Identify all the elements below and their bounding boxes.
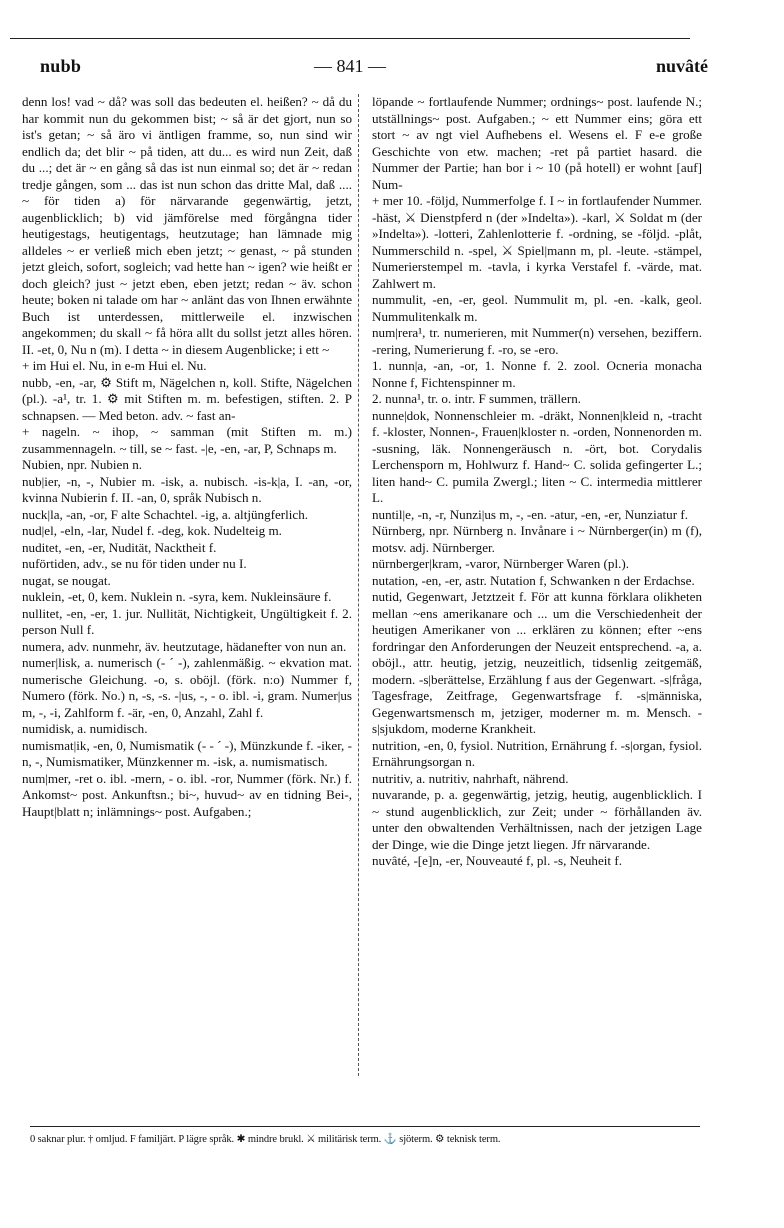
entry: nuntil|e, -n, -r, Nunzi|us m, -, -en. -atur, -en, -er, Nunziatur f. [372,506,688,522]
entry: nullitet, -en, -er, 1. jur. Nullität, Nichtigkeit, Ungültigkeit f. 2. person Null f. [22,605,352,637]
entry: num|rera¹, tr. numerieren, mit Nummer(n) versehen, beziffern. -rering, Numerierung f. -ro, se -ero. [372,325,702,357]
left-column [22,94,352,1094]
entry: nürnberger|kram, -varor, Nürnberger Waren (pl.). [372,556,629,571]
entry: nunne|dok, Nonnenschleier m. -dräkt, Nonnen|kleid n, -tracht f. -kloster, Nonnen-, Frauen|kloster n. -orden, Nonnenorden m. -susning, läk. Nonnengeräusch n. -ört, bot. Corydalis Lerchensporn m, Hohlwurz f. Hand~ C. solida gefingerter L.; liten hand~ C. pumila Zwergl.; liten ~ C. intermedia mittlerer L. [372,407,702,505]
right-column [372,94,702,1094]
entry: nutritiv, a. nutritiv, nahrhaft, nährend. [372,770,569,786]
entry: 2. nunna¹, tr. o. intr. F summen, trällern. [372,391,582,406]
entry: nutid, Gegenwart, Jetztzeit f. För att kunna förklara olikheten mellan ~ens amerikanare och ... um die Verschiedenheit der heutigen Amerikaner von ... erklären zu können; efter ~ens fordringar den Anforderungen der Neuzeit entsprechend. -a, a. oböjl., attr. heutig, jetzig, neuzeitlich, tidsenlig zeitgemäß, modern. -s|berättelse, Erzählung f aus der Gegenwart. -s|fråga, Tagesfrage, Zeitfrage, Gegenwartsfrage f. -s|människa, Gegenwartsmensch m, jetziger, moderner m. m. Mensch. -s|sjukdom, moderne Krankheit. [372,589,702,736]
entry: num|mer, -ret o. ibl. -mern, - o. ibl. -ror, Nummer (förk. Nr.) f. Ankomst~ post. Ankunftsn.; bi~, huvud~ av en tidning Bei-, Haupt|blatt n; inlämnings~ post. Aufgaben.; [22,770,352,819]
entry: denn los! vad ~ då? was soll das bedeuten el. heißen? ~ då du har kommit nun du gekommen bist; ~ så är det gjort, nun so ist's getan; ~ så äro vi äntligen framme, so, nun sind wir endlich da; det blir ~ på tiden, att du... es wird nun Zeit, daß du ...; det är ~ en gång så das ist nun einmal so; det är ~ redan tredje gången, som ... das ist nun schon das dritte Mal, daß .... ~ för tiden a) för närvarande gegenwärtig, jetzt, augenblicklich; b) vid jämförelse med förgångna tider heutigestags, heutigentags, heutzutage; han lämnade mig alldeles ~ er verließ mich eben jetzt; ~ genast, ~ på stunden jetzt gleich, sofort, sogleich; vad hette han ~ igen? wie heißt er doch gleich? just ~ jetzt eben, eben jetzt; redan ~ äv. schon heute; boken ni talade om har ~ anlänt das von Ihnen erwähnte Buch ist unterdessen, mittlerweile el. inzwischen angekommen; du skall ~ få höra allt du sollst jetzt alles hören. II. -et, 0, Nu n (m). I detta ~ in diesem Augenblicke; i ett ~ [22,94,352,357]
entry: nuklein, -et, 0, kem. Nuklein n. -syra, kem. Nukleinsäure f. [22,589,332,604]
header-rule [10,38,690,39]
entry: numidisk, a. numidisch. [22,721,148,736]
entry: + mer 10. -följd, Nummerfolge f. I ~ in fortlaufender Nummer. -häst, ⚔ Dienstpferd n (der »Indelta»). -karl, ⚔ Soldat m (der »Indelta»). -lotteri, Zahlenlotterie f. -ordning, se -följd. -plåt, Nummerschild n. -spel, ⚔ Spiel|mann m, pl. -leute. -stämpel, Numerierstempel m. -tavla, i kyrka Verstafel f. -värde, mat. Zahlwert m. [372,193,702,291]
entry: Nubien, npr. Nubien n. [22,457,143,472]
entry: nugat, se nougat. [22,572,111,588]
entry: nuck|la, -an, -or, F alte Schachtel. -ig, a. altjüngferlich. [22,506,309,522]
entry: nutrition, -en, 0, fysiol. Nutrition, Ernährung f. -s|organ, fysiol. Ernährungsorgan n. [372,737,702,769]
entry: 1. nunn|a, -an, -or, 1. Nonne f. 2. zool. Ocneria monacha Nonne f, Fichtenspinner m. [372,358,702,390]
column-divider [358,94,359,1076]
entry: nuförtiden, adv., se nu för tiden under nu I. [22,556,247,571]
entry: löpande ~ fortlaufende Nummer; ordnings~ post. laufende N.; utställnings~ post. Aufgaben.; ~ ett Nummer eins; göra ett stort ~ av ngt viel Aufhebens el. Wesens el. F e-e große Geschichte von etw. machen; -ret på partiet hasard. die Nummer der Partie; han bor i ~ 10 (på hotell) er wohnt [auf] Num- [372,94,702,192]
entry: numer|lisk, a. numerisch (- ´ -), zahlenmäßig. ~ ekvation mat. numerische Gleichung. -o, s. oböjl. (förk. n:o) Nummer f, Numero (förk. No.) n, -s, -s. -|us, -, - o. ibl. -i, gram. Numer|us m, -, -i, Zahlform f. -är, -en, 0, Anzahl, Zahl f. [22,655,352,720]
entry: numismat|ik, -en, 0, Numismatik (- - ´ -), Münzkunde f. -iker, -n, -, Numismatiker, Münzkenner m. -isk, a. numismatisch. [22,737,352,769]
entry: nud|el, -eln, -lar, Nudel f. -deg, kok. Nudelteig m. [22,523,282,538]
header-right-guideword: nuvâté [655,56,708,76]
page-number: — 841 — [314,56,386,76]
entry: Nürnberg, npr. Nürnberg n. Invånare i ~ Nürnberger(in) m (f), motsv. adj. Nürnberger. [372,523,702,555]
entry: + im Hui el. Nu, in e-m Hui el. Nu. [22,358,207,373]
page-header [30,56,708,82]
entry: nub|ier, -n, -, Nubier m. -isk, a. nubisch. -is-k|a, I. -an, -or, kvinna Nubierin f. II. -an, 0, språk Nubisch n. [22,473,352,505]
entry: nuditet, -en, -er, Nudität, Nacktheit f. [22,539,217,555]
entry: nuvarande, p. a. gegenwärtig, jetzig, heutig, augenblicklich. I ~ stund augenblicklich, zur Zeit; under ~ förhållanden äv. unter den obwaltenden Verhältnissen, nach der jetzigen Lage der Dinge, wie die Dinge jetzt liegen. Jfr närvarande. [372,787,702,852]
entry: nutation, -en, -er, astr. Nutation f, Schwanken n der Erdachse. [372,572,695,588]
entry: nubb, -en, -ar, ⚙ Stift m, Nägelchen n, koll. Stifte, Nägelchen (pl.). -a¹, tr. 1. ⚙ mit Stiften m. m. befestigen, stiften. 2. P schnapsen. — Med beton. adv. ~ fast an- [22,374,352,423]
footer-rule [30,1126,700,1127]
entry: nummulit, -en, -er, geol. Nummulit m, pl. -en. -kalk, geol. Nummulitenkalk m. [372,292,702,324]
header-left-guideword: nubb [40,56,82,76]
entry: numera, adv. nunmehr, äv. heutzutage, hädanefter von nun an. [22,638,347,654]
entry: + nageln. ~ ihop, ~ samman (mit Stiften m. m.) zusammennageln. ~ till, se ~ fast. -|e, -en, -ar, P, Schnaps m. [22,424,352,456]
entry: nuvâté, -[e]n, -er, Nouveauté f, pl. -s, Neuheit f. [372,853,622,868]
abbreviation-legend: 0 saknar plur. † omljud. F familjärt. P lägre språk. ✱ mindre brukl. ⚔ militärisk term. ⚓ sjöterm. ⚙ teknisk term. [30,1134,501,1145]
